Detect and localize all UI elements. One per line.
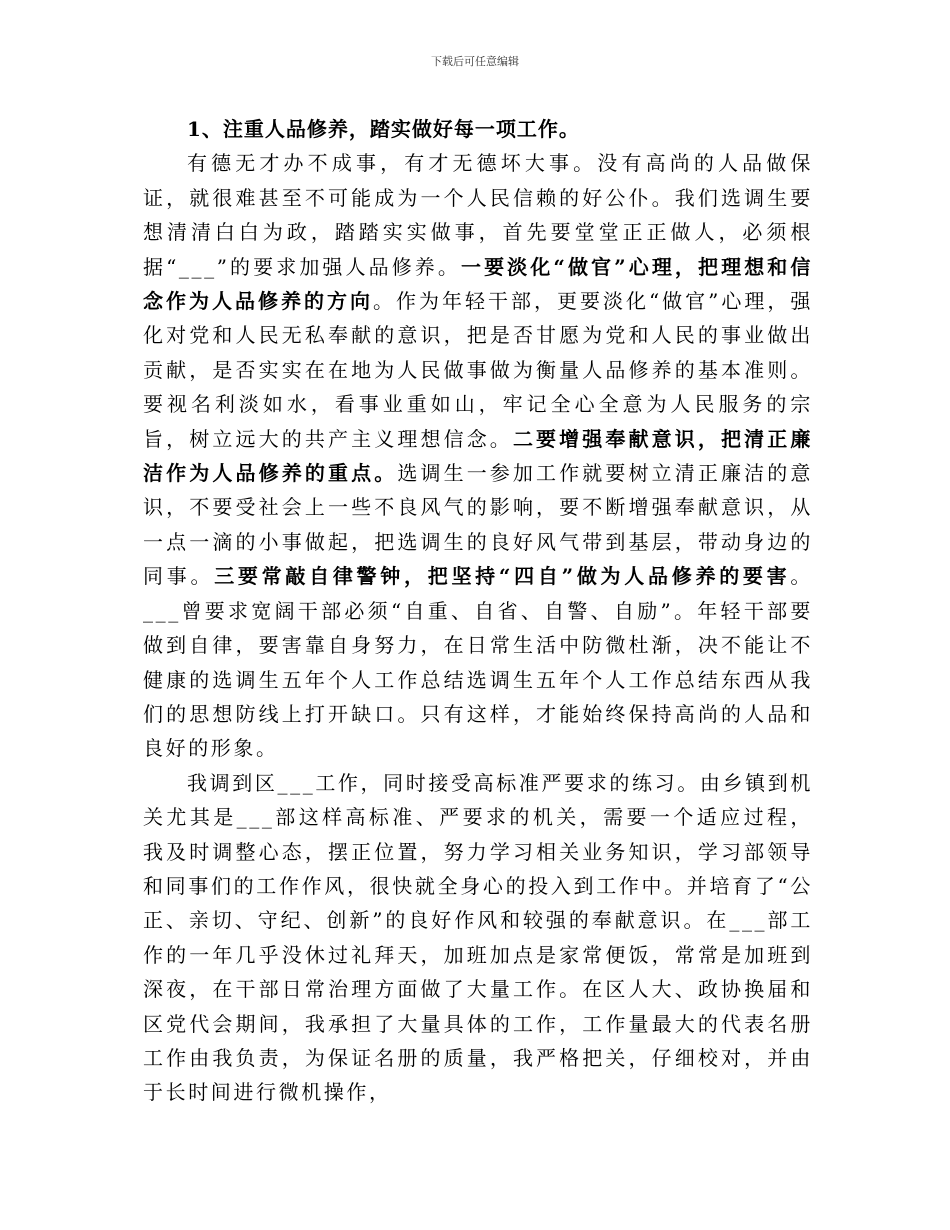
paragraph-work-experience: 我调到区___工作，同时接受高标准严要求的练习。由乡镇到机关尤其是___部这样高标准、严要求的机关，需要一个适应过程，我及时调整心态，摆正位置，努力学习相关业务知识，学习部领导和同事们的工作作风，很快就全身心的投入到工作中。并培育了“公正、亲切、守纪、创新”的良好作风和较强的奉献意识。在___部工作的一年几乎没休过礼拜天，加班加点是家常便饭，常常是加班到深夜，在干部日常治理方面做了大量工作。在区人大、政协换届和区党代会期间，我承担了大量具体的工作，工作量最大的代表名册工作由我负责，为保证名册的质量，我严格把关，仔细校对，并由于长时间进行微机操作， — [143, 770, 813, 1105]
paragraph-intro-text: 有德无才办不成事，有才无德坏大事。没有高尚的人品做保证，就很难甚至不可能成为一个人民信赖的好公仆。我们选调生要想清清白白为政，踏踏实实做事，首先要堂堂正正做人，必须根据“___”的要求加强人品修养。 — [143, 151, 813, 279]
document-body — [143, 112, 813, 1110]
point-three-text: 。___曾要求宽阔干部必须“自重、自省、自警、自励”。年轻干部要做到自律，要害靠自身努力，在日常生活中防微杜渐，决不能让不健康的选调生五年个人工作总结选调生五年个人工作总结东西从我们的思想防线上打开缺口。只有这样，才能始终保持高尚的人品和良好的形象。 — [143, 564, 813, 761]
page-header-note: 下载后可任意编辑 — [431, 55, 519, 68]
point-two-text: 选调生一参加工作就要树立清正廉洁的意识，不要受社会上一些不良风气的影响，要不断增强奉献意识，从一点一滴的小事做起，把选调生的良好风气带到基层，带动身边的同事。 — [143, 461, 813, 589]
section-heading: 1、注重人品修养，踏实做好每一项工作。 — [187, 117, 580, 141]
point-one-text: 。作为年轻干部，更要淡化“做官”心理，强化对党和人民无私奉献的意识，把是否甘愿为党和人民的事业做出贡献，是否实实在在地为人民做事做为衡量人品修养的基本准则。要视名利淡如水，看事业重如山，牢记全心全意为人民服务的宗旨，树立远大的共产主义理想信念。 — [143, 289, 813, 451]
paragraph-character-cultivation — [143, 146, 813, 765]
point-three-title: 三要常敲自律警钟，把坚持“四自”做为人品修养的要害 — [214, 564, 791, 589]
point-two-title: 二要增强奉献意识，把清正廉洁作为人品修养的重点。 — [143, 426, 813, 486]
point-one-title: 一要淡化“做官”心理，把理想和信念作为人品修养的方向 — [143, 254, 813, 314]
